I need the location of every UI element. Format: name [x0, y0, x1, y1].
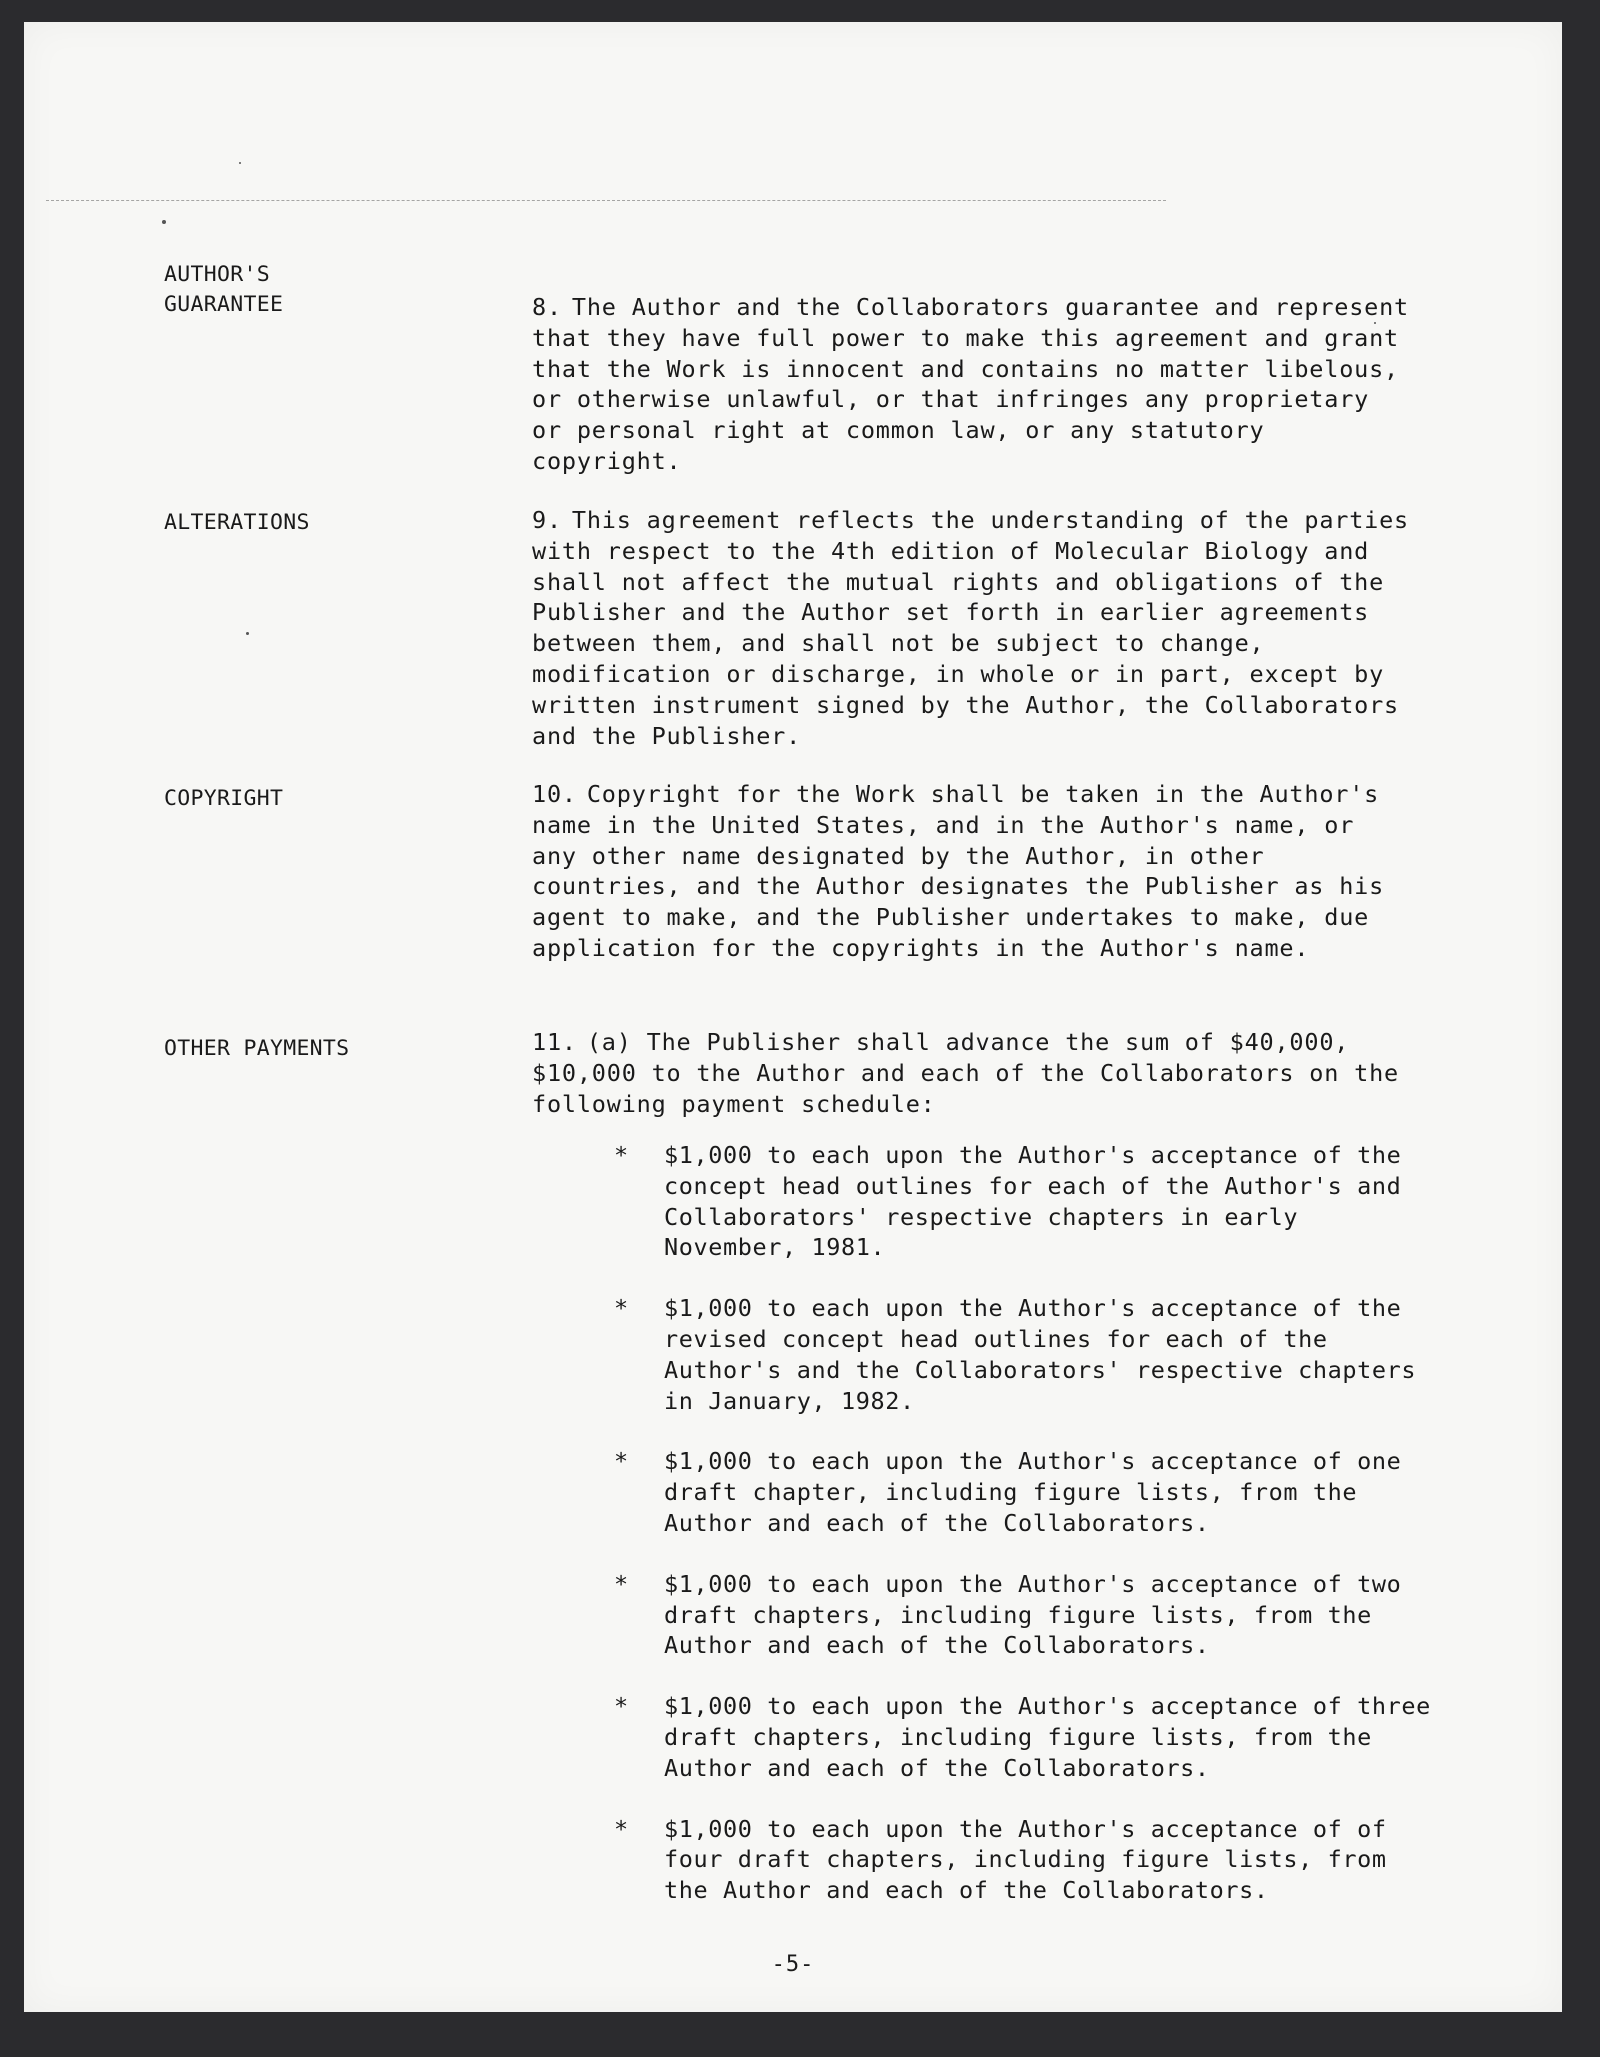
- section-number: 10.: [532, 780, 577, 808]
- section-heading-other-payments: OTHER PAYMENTS: [164, 1036, 350, 1061]
- section-text: Copyright for the Work shall be taken in the Author's name in the United States, and in the Author's name, or any other name designated by the Author, in other countries, and the Author designates the Publisher as his agent to make, and the Publisher undertakes to make, due application for the copyrights in the Author's name.: [532, 780, 1385, 962]
- bullet-asterisk: *: [614, 1569, 629, 1598]
- bullet-asterisk: *: [614, 1692, 629, 1721]
- speck: [162, 220, 166, 224]
- bullet-asterisk: *: [614, 1141, 629, 1169]
- bullet-asterisk: *: [614, 1447, 629, 1476]
- bullet-asterisk: *: [614, 1294, 629, 1323]
- paper-sheet: [24, 22, 1562, 2012]
- payment-schedule-list: [614, 1140, 1434, 1936]
- section-paragraph-11: [532, 1027, 1412, 1119]
- payment-schedule-text: $1,000 to each upon the Author's acceptance of the concept head outlines for each of the Author's and Collaborators' respective chapters in early November, 1981.: [664, 1141, 1402, 1262]
- speck: [239, 162, 241, 164]
- speck: [246, 632, 249, 635]
- payment-schedule-item: [614, 1569, 1434, 1661]
- page-number: -5-: [771, 1952, 815, 1977]
- payment-schedule-text: $1,000 to each upon the Author's acceptance of the revised concept head outlines for each of the Author's and the Collaborators' respective chapters in January, 1982.: [664, 1294, 1417, 1415]
- payment-schedule-item: [614, 1140, 1434, 1263]
- section-paragraph-10: [532, 779, 1412, 964]
- payment-schedule-text: $1,000 to each upon the Author's acceptance of three draft chapters, including figure lists, from the Author and each of the Collaborators.: [664, 1692, 1431, 1782]
- section-text: (a) The Publisher shall advance the sum of $40,000, $10,000 to the Author and each of the Collaborators on the following payment schedule:: [532, 1028, 1399, 1118]
- payment-schedule-item: [614, 1446, 1434, 1538]
- bullet-asterisk: *: [614, 1814, 629, 1843]
- section-heading-copyright: COPYRIGHT: [164, 786, 284, 811]
- section-number: 11.: [532, 1028, 577, 1056]
- section-heading-alterations: ALTERATIONS: [164, 510, 310, 535]
- section-text: This agreement reflects the understanding of the parties with respect to the 4th edition of Molecular Biology and shall not affect the mutual rights and obligations of the Publisher and the Author set forth in earlier agreements between them, and shall not be subject to change, modification or discharge, in whole or in part, except by written instrument signed by the Author, the Collaborators and the Publisher.: [532, 506, 1410, 750]
- section-heading-authors-guarantee: AUTHOR'S GUARANTEE: [164, 262, 284, 317]
- section-paragraph-9: [532, 505, 1412, 751]
- section-number: 8.: [532, 293, 562, 321]
- payment-schedule-item: [614, 1814, 1434, 1906]
- section-text: The Author and the Collaborators guarantee and represent that they have full power to make this agreement and grant that the Work is innocent and contains no matter libelous, or otherwise unlawful, or that infringes any proprietary or personal right at common law, or any statutory copyright.: [532, 293, 1410, 475]
- section-paragraph-8: [532, 292, 1412, 477]
- payment-schedule-text: $1,000 to each upon the Author's acceptance of of four draft chapters, including figure lists, from the Author and each of the Collaborators.: [664, 1814, 1387, 1905]
- payment-schedule-item: [614, 1691, 1434, 1783]
- payment-schedule-item: [614, 1293, 1434, 1416]
- header-rule: [46, 200, 1166, 201]
- payment-schedule-text: $1,000 to each upon the Author's acceptance of one draft chapter, including figure lists, from the Author and each of the Collaborators.: [664, 1447, 1402, 1537]
- payment-schedule-text: $1,000 to each upon the Author's acceptance of two draft chapters, including figure lists, from the Author and each of the Collaborators.: [664, 1569, 1402, 1660]
- section-number: 9.: [532, 506, 562, 534]
